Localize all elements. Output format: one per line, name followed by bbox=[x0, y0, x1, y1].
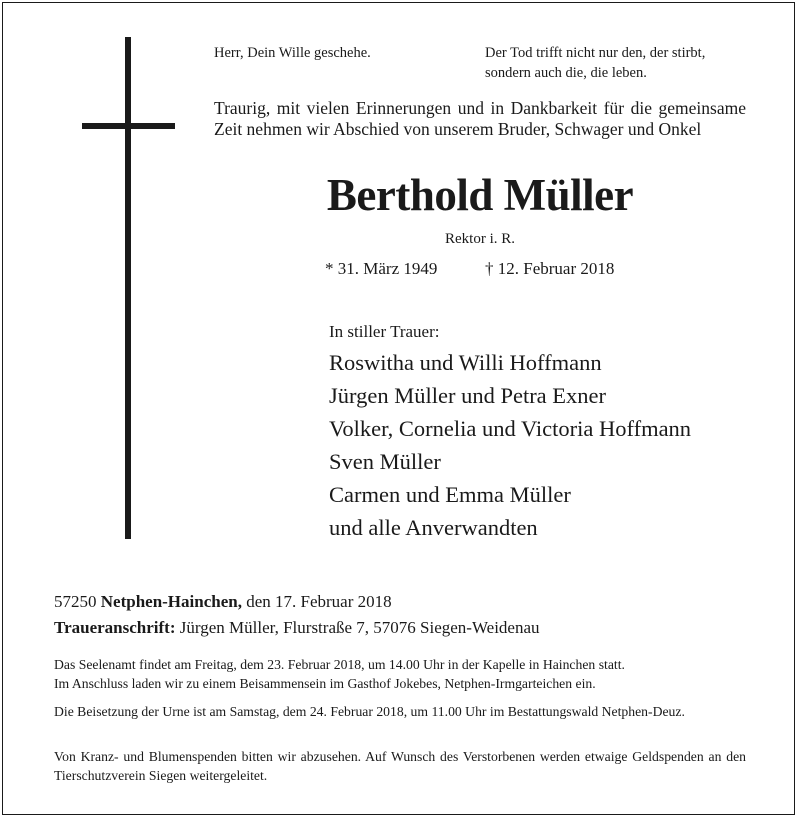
verse-right-line-2: sondern auch die, die leben. bbox=[485, 65, 647, 81]
deceased-name: Berthold Müller bbox=[326, 170, 634, 220]
place-and-date bbox=[54, 591, 392, 613]
deceased-title: Rektor i. R. bbox=[445, 231, 515, 247]
notice-requiem-line-2: Im Anschluss laden wir zu einem Beisammensein im Gasthof Jokebes, Netphen-Irmgarteichen ein. bbox=[54, 676, 596, 691]
mourner-line: und alle Anverwandten bbox=[329, 515, 538, 540]
notice-donations: Von Kranz- und Blumenspenden bitten wir abzusehen. Auf Wunsch des Verstorbenen werden etwaige Geldspenden an den Tierschutzverein Siegen weitergeleitet. bbox=[54, 749, 746, 783]
mourner-line: Sven Müller bbox=[329, 449, 441, 474]
notice-requiem-line-1: Das Seelenamt findet am Freitag, dem 23. Februar 2018, um 14.00 Uhr in der Kapelle in Hainchen statt. bbox=[54, 657, 625, 672]
intro-text: Traurig, mit vielen Erinnerungen und in Dankbarkeit für die gemeinsame Zeit nehmen wir Abschied von unserem Bruder, Schwager und Onkel bbox=[214, 98, 746, 139]
death-date: † 12. Februar 2018 bbox=[485, 259, 615, 278]
mourner-line: Volker, Cornelia und Victoria Hoffmann bbox=[329, 416, 692, 441]
place-name: Netphen-Hainchen, bbox=[100, 592, 242, 611]
mourner-line: Jürgen Müller und Petra Exner bbox=[329, 383, 607, 408]
mourners-list bbox=[329, 346, 691, 544]
mourning-address bbox=[54, 617, 540, 639]
verse-right bbox=[485, 43, 705, 83]
cross-vertical-bar bbox=[125, 37, 131, 539]
notice-requiem bbox=[54, 655, 746, 693]
address-text: Jürgen Müller, Flurstraße 7, 57076 Siegen-Weidenau bbox=[179, 618, 540, 637]
address-label: Traueranschrift: bbox=[54, 618, 176, 637]
place-date: den 17. Februar 2018 bbox=[246, 592, 392, 611]
place-postcode: 57250 bbox=[54, 592, 97, 611]
birth-date: * 31. März 1949 bbox=[325, 259, 438, 278]
cross-horizontal-bar bbox=[82, 123, 175, 129]
mourner-line: Carmen und Emma Müller bbox=[329, 482, 571, 507]
verse-right-line-1: Der Tod trifft nicht nur den, der stirbt, bbox=[485, 45, 706, 61]
verse-left: Herr, Dein Wille geschehe. bbox=[214, 45, 371, 61]
mourning-label: In stiller Trauer: bbox=[329, 322, 440, 341]
notice-burial: Die Beisetzung der Urne ist am Samstag, dem 24. Februar 2018, um 11.00 Uhr im Bestattungswald Netphen-Deuz. bbox=[54, 704, 685, 719]
mourner-line: Roswitha und Willi Hoffmann bbox=[329, 350, 602, 375]
